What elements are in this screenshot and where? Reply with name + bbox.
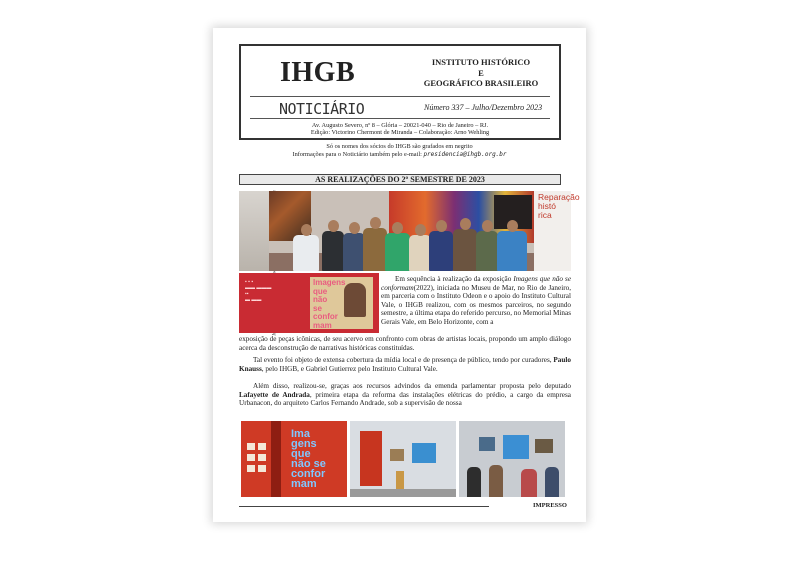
visitor [521,469,537,497]
institute-line-1: INSTITUTO HISTÓRICO [431,57,531,67]
artwork [535,439,553,453]
floor [350,489,456,497]
photo-wall [239,191,269,271]
text-run: Em sequência à realização da exposição [395,275,514,283]
poster-title: Imagens que não se confor mam [313,278,346,330]
member-name: Lafayette de Andrada [239,390,310,399]
person [429,231,453,271]
artwork [479,437,495,451]
person [497,231,527,271]
text-run: , primeira etapa da reforma das instalações elétricas do prédio, a cargo da empresa Urbanacon, do arquiteto Carlos Fernando Andrade, sob a supervisão de nossa [239,390,571,408]
email-link[interactable]: presidencia@ihgb.org.br [423,151,507,158]
address-line: Av. Augusto Severo, nº 8 – Glória – 20021-040 – Rio de Janeiro – RJ. [311,122,489,129]
article-paragraph-2 [239,356,571,373]
masthead [239,44,561,140]
institute-line-3: GEOGRÁFICO BRASILEIRO [423,78,539,88]
wall-frame [247,465,255,472]
neon-title: Ima gens que não se confor mam [291,428,326,490]
email-info-label: Informações para o Noticiário também pelo e-mail: [292,151,422,158]
wall-frame [247,443,255,450]
person [343,233,365,271]
catalog-text-block: ▪ ▪ ▪ ▬▬ ▬▬▬ ▪▪ ▬ ▬▬ [245,279,272,303]
group-photo [239,191,580,271]
exhibition-photo-3 [459,421,565,497]
footer-label: IMPRESSO [533,502,567,509]
masthead-rule [250,118,550,119]
person [453,229,477,271]
article-paragraph-3 [239,382,571,408]
exhibition-catalog-image [239,273,379,333]
poster-portrait [344,283,366,317]
newsletter-page [213,28,586,522]
visitor [467,467,481,497]
exhibition-photo-1 [241,421,347,497]
member-name: Paulo Knauss [239,356,571,373]
exhibition-photo-2 [350,421,456,497]
person [322,231,344,271]
artwork [390,449,404,461]
dark-wall [271,421,281,497]
edition-line: Edição: Victorino Chermont de Miranda – Colaboração: Arno Wehling [310,129,490,136]
article-paragraph-1-end: exposição de peças icônicas, de seu acervo em confronto com obras de artistas locais, propondo um amplo diálogo acerca da desconstrução de narrativas históricas constituídas. [239,335,571,352]
text-run: , pelo IHGB, e Gabriel Gutierrez pelo Instituto Cultural Vale. [261,364,438,373]
person [385,233,410,271]
blue-panel [503,435,529,459]
person [363,228,387,271]
wall-frame [258,465,266,472]
email-info [213,151,586,158]
visitor [545,467,559,497]
article-paragraph-1-start [381,275,571,327]
wall-frame [258,454,266,461]
footer-rule [239,506,489,507]
newsletter-title: NOTICIÁRIO [279,100,365,118]
blue-panel [412,443,436,463]
institute-name [406,57,556,89]
person [293,235,319,271]
person [476,231,498,271]
visitor [489,465,503,497]
section-header: AS REALIZAÇÕES DO 2º SEMESTRE DE 2023 [239,174,561,185]
text-run: (2022), iniciada no Museu de Mar, no Rio de Janeiro, em parceria com o Instituto Odeon e o apoio do Instituto Cultural Vale, o IHGB realizou, com os mesmos parceiros, no segundo semestre, a última etapa do referido percurso, no Memorial Minas Gerais Vale, em Belo Horizonte, com a [381,283,571,326]
wall-frame [247,454,255,461]
person [409,235,431,271]
exhibition-title: Imagens que não se conformam [381,275,572,292]
red-wall [360,431,382,486]
ihgb-logo: IHGB [280,57,356,88]
issue-number: Número 337 – Julho/Dezembro 2023 [424,103,543,112]
text-run: Além disso, realizou-se, graças aos recursos advindos da emenda parlamentar proposta pelo deputado [253,382,571,390]
members-note: Só os nomes dos sócios do IHGB são grafados em negrito [326,143,473,150]
institute-line-2: E [478,67,484,78]
text-run: Tal evento foi objeto de extensa cobertura da mídia local e de presença de público, tendo por curadores, [253,356,554,364]
exhibition-sign: Reparação histó rica [538,192,580,220]
wall-frame [258,443,266,450]
masthead-rule [250,96,550,97]
